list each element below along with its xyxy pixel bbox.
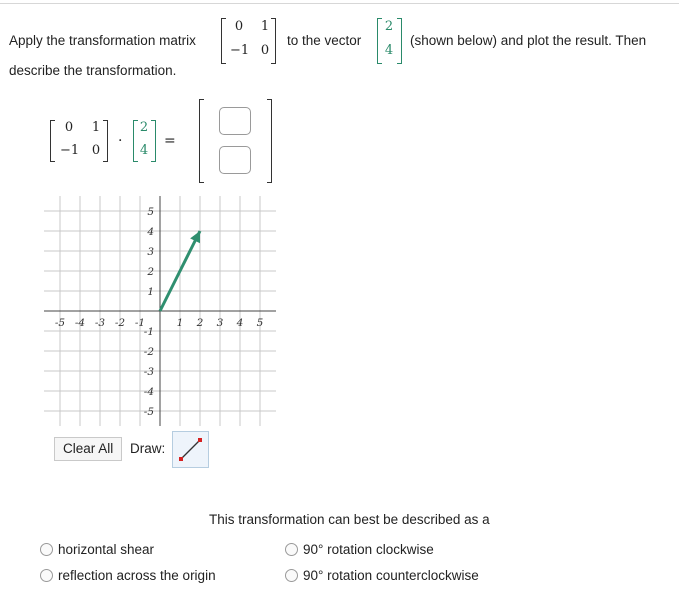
- dot-operator: ·: [118, 133, 123, 149]
- y-tick-label: 2: [147, 266, 154, 278]
- x-tick-label: 3: [216, 317, 224, 329]
- y-tick-label: 1: [147, 286, 154, 298]
- option-horizontal-shear[interactable]: [40, 542, 154, 557]
- x-tick-label: 4: [236, 317, 244, 329]
- y-tick-label: -2: [143, 346, 154, 358]
- option-reflection-origin[interactable]: [40, 568, 216, 583]
- y-tick-label: -5: [143, 406, 154, 418]
- matrix-r2c2: 0: [260, 43, 270, 58]
- option-label: 90° rotation clockwise: [303, 542, 434, 557]
- y-tick-label: 4: [147, 226, 154, 238]
- option-label: horizontal shear: [58, 542, 155, 557]
- x-tick-label: 1: [176, 317, 184, 329]
- graph-tick-labels: [55, 206, 264, 418]
- radio-icon[interactable]: [40, 569, 53, 582]
- radio-icon[interactable]: [285, 543, 298, 556]
- eq-vector-v1: 2: [139, 120, 149, 135]
- eq-matrix-r1c1: 0: [64, 120, 74, 135]
- clear-all-button[interactable]: Clear All: [54, 437, 122, 461]
- radio-icon[interactable]: [285, 569, 298, 582]
- question-line2: describe the transformation.: [9, 63, 177, 78]
- option-label: reflection across the origin: [58, 568, 216, 583]
- question-prefix: Apply the transformation matrix: [9, 33, 196, 48]
- y-tick-label: -3: [143, 366, 154, 378]
- y-tick-label: -4: [143, 386, 154, 398]
- matrix-r1c1: 0: [234, 19, 244, 34]
- eq-matrix-r2c1: −1: [60, 143, 80, 158]
- y-tick-label: 3: [147, 246, 154, 258]
- x-tick-label: 5: [256, 317, 264, 329]
- x-tick-label: -2: [114, 317, 126, 329]
- option-label: 90° rotation counterclockwise: [303, 568, 479, 583]
- vector-v1: 2: [384, 19, 394, 34]
- eq-vector-v2: 4: [139, 143, 149, 158]
- x-tick-label: -1: [134, 317, 146, 329]
- x-tick-label: -3: [94, 317, 106, 329]
- matrix-r2c1: −1: [230, 43, 250, 58]
- question-suffix: (shown below) and plot the result. Then: [410, 33, 647, 48]
- vector-draw-icon: [173, 432, 208, 467]
- vector-tool-button[interactable]: [172, 431, 209, 468]
- x-tick-label: 2: [196, 317, 204, 329]
- equals-sign: =: [164, 133, 176, 149]
- eq-matrix-r1c2: 1: [91, 120, 101, 135]
- radio-icon[interactable]: [40, 543, 53, 556]
- y-tick-label: -1: [143, 326, 154, 338]
- question-middle: to the vector: [287, 33, 362, 48]
- description-prompt: This transformation can best be described as a: [209, 512, 490, 527]
- y-tick-label: 5: [147, 206, 154, 218]
- option-rotation-counterclockwise[interactable]: [285, 568, 479, 583]
- x-tick-label: -5: [54, 317, 66, 329]
- x-tick-label: -4: [74, 317, 86, 329]
- vector-v2: 4: [384, 43, 394, 58]
- option-rotation-clockwise[interactable]: [285, 542, 434, 557]
- draw-label: Draw:: [130, 441, 166, 456]
- matrix-r1c2: 1: [260, 19, 270, 34]
- eq-matrix-r2c2: 0: [91, 143, 101, 158]
